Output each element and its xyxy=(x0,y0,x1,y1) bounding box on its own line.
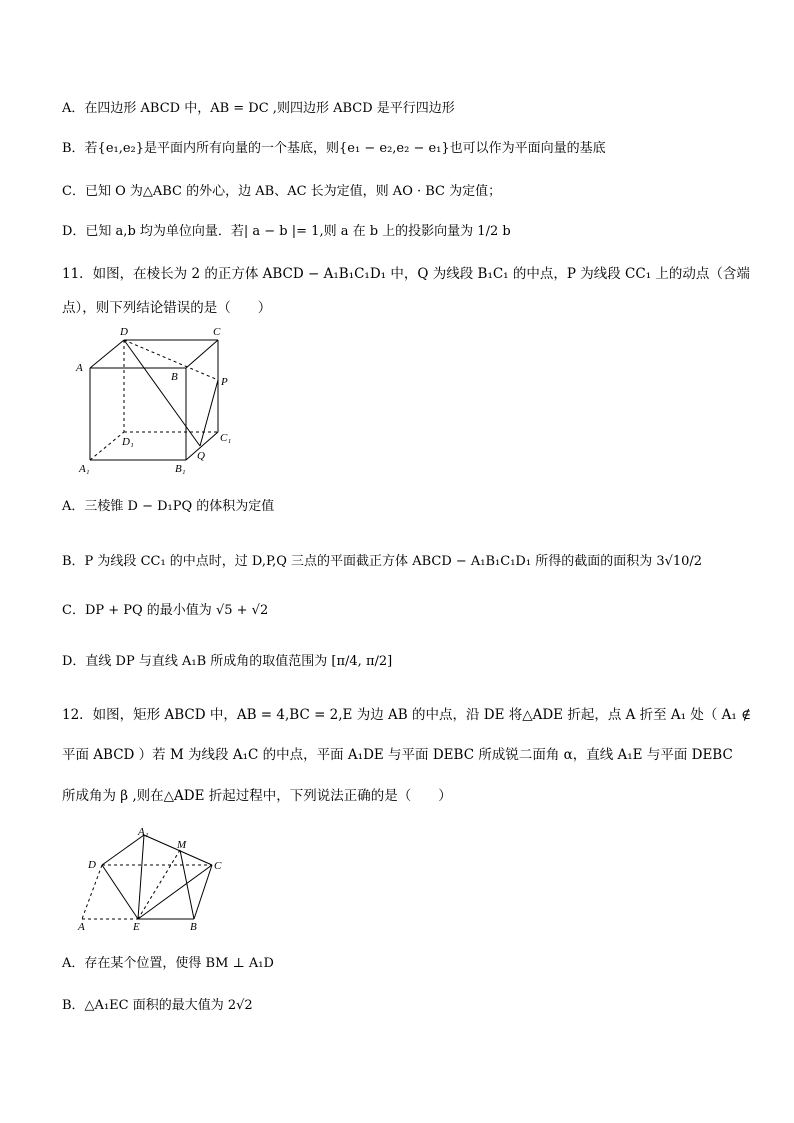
q11-stem-line2: 点），则下列结论错误的是（ ） xyxy=(62,300,272,316)
cube-label-d1: D₁ xyxy=(122,436,134,448)
fold-label-a1: A₁ xyxy=(138,826,149,838)
q11-option-c: C．DP + PQ 的最小值为 √5 + √2 xyxy=(62,603,269,618)
q11-option-d: D．直线 DP 与直线 A₁B 所成角的取值范围为 [π/4, π/2] xyxy=(62,654,393,669)
q12-option-b: B．△A₁EC 面积的最大值为 2√2 xyxy=(62,998,253,1013)
q12-stem-line3: 所成角为 β ,则在△ADE 折起过程中，下列说法正确的是（ ） xyxy=(62,788,452,804)
fold-label-c: C xyxy=(214,860,222,872)
fold-label-d: D xyxy=(88,859,96,871)
q11-stem-line1: 11．如图，在棱长为 2 的正方体 ABCD − A₁B₁C₁D₁ 中，Q 为线段 B₁C₁ 的中点，P 为线段 CC₁ 上的动点（含端 xyxy=(62,266,750,282)
q10-option-b: B．若{e₁,e₂}是平面内所有向量的一个基底，则{e₁ − e₂,e₂ − e₁}也可以作为平面向量的基底 xyxy=(62,141,606,156)
cube-label-d: D xyxy=(120,326,128,338)
fold-label-e: E xyxy=(133,921,140,933)
q10-option-a: A．在四边形 ABCD 中，AB = DC ,则四边形 ABCD 是平行四边形 xyxy=(62,101,455,116)
cube-figure xyxy=(70,322,250,478)
cube-label-a: A xyxy=(76,362,83,374)
fold-figure xyxy=(74,824,234,934)
q12-stem-line2: 平面 ABCD ）若 M 为线段 A₁C 的中点，平面 A₁DE 与平面 DEBC 所成锐二面角 α，直线 A₁E 与平面 DEBC xyxy=(62,747,733,763)
q11-option-b: B．P 为线段 CC₁ 的中点时，过 D,P,Q 三点的平面截正方体 ABCD − A₁B₁C₁D₁ 所得的截面的面积为 3√10/2 xyxy=(62,554,703,569)
q12-option-a: A．存在某个位置，使得 BM ⊥ A₁D xyxy=(62,956,274,971)
q11-option-a: A．三棱锥 D − D₁PQ 的体积为定值 xyxy=(62,499,275,514)
q12-stem-line1: 12．如图，矩形 ABCD 中，AB = 4,BC = 2,E 为边 AB 的中点，沿 DE 将△ADE 折起，点 A 折至 A₁ 处（ A₁ ∉ xyxy=(62,707,752,723)
fold-label-a: A xyxy=(78,921,85,933)
fold-label-b: B xyxy=(190,921,197,933)
cube-label-q: Q xyxy=(197,450,205,462)
fold-label-m: M xyxy=(177,839,187,851)
cube-label-b: B xyxy=(171,371,178,383)
cube-label-p: P xyxy=(221,376,228,388)
cube-label-b1: B₁ xyxy=(175,463,186,475)
q10-option-d: D．已知 a,b 均为单位向量．若| a − b |= 1,则 a 在 b 上的投影向量为 1/2 b xyxy=(62,224,511,239)
cube-label-a1: A₁ xyxy=(79,463,90,475)
cube-label-c1: C₁ xyxy=(220,432,232,444)
cube-label-c: C xyxy=(213,326,221,338)
q10-option-c: C．已知 O 为△ABC 的外心，边 AB、AC 长为定值，则 AO · BC 为定值； xyxy=(62,184,502,199)
